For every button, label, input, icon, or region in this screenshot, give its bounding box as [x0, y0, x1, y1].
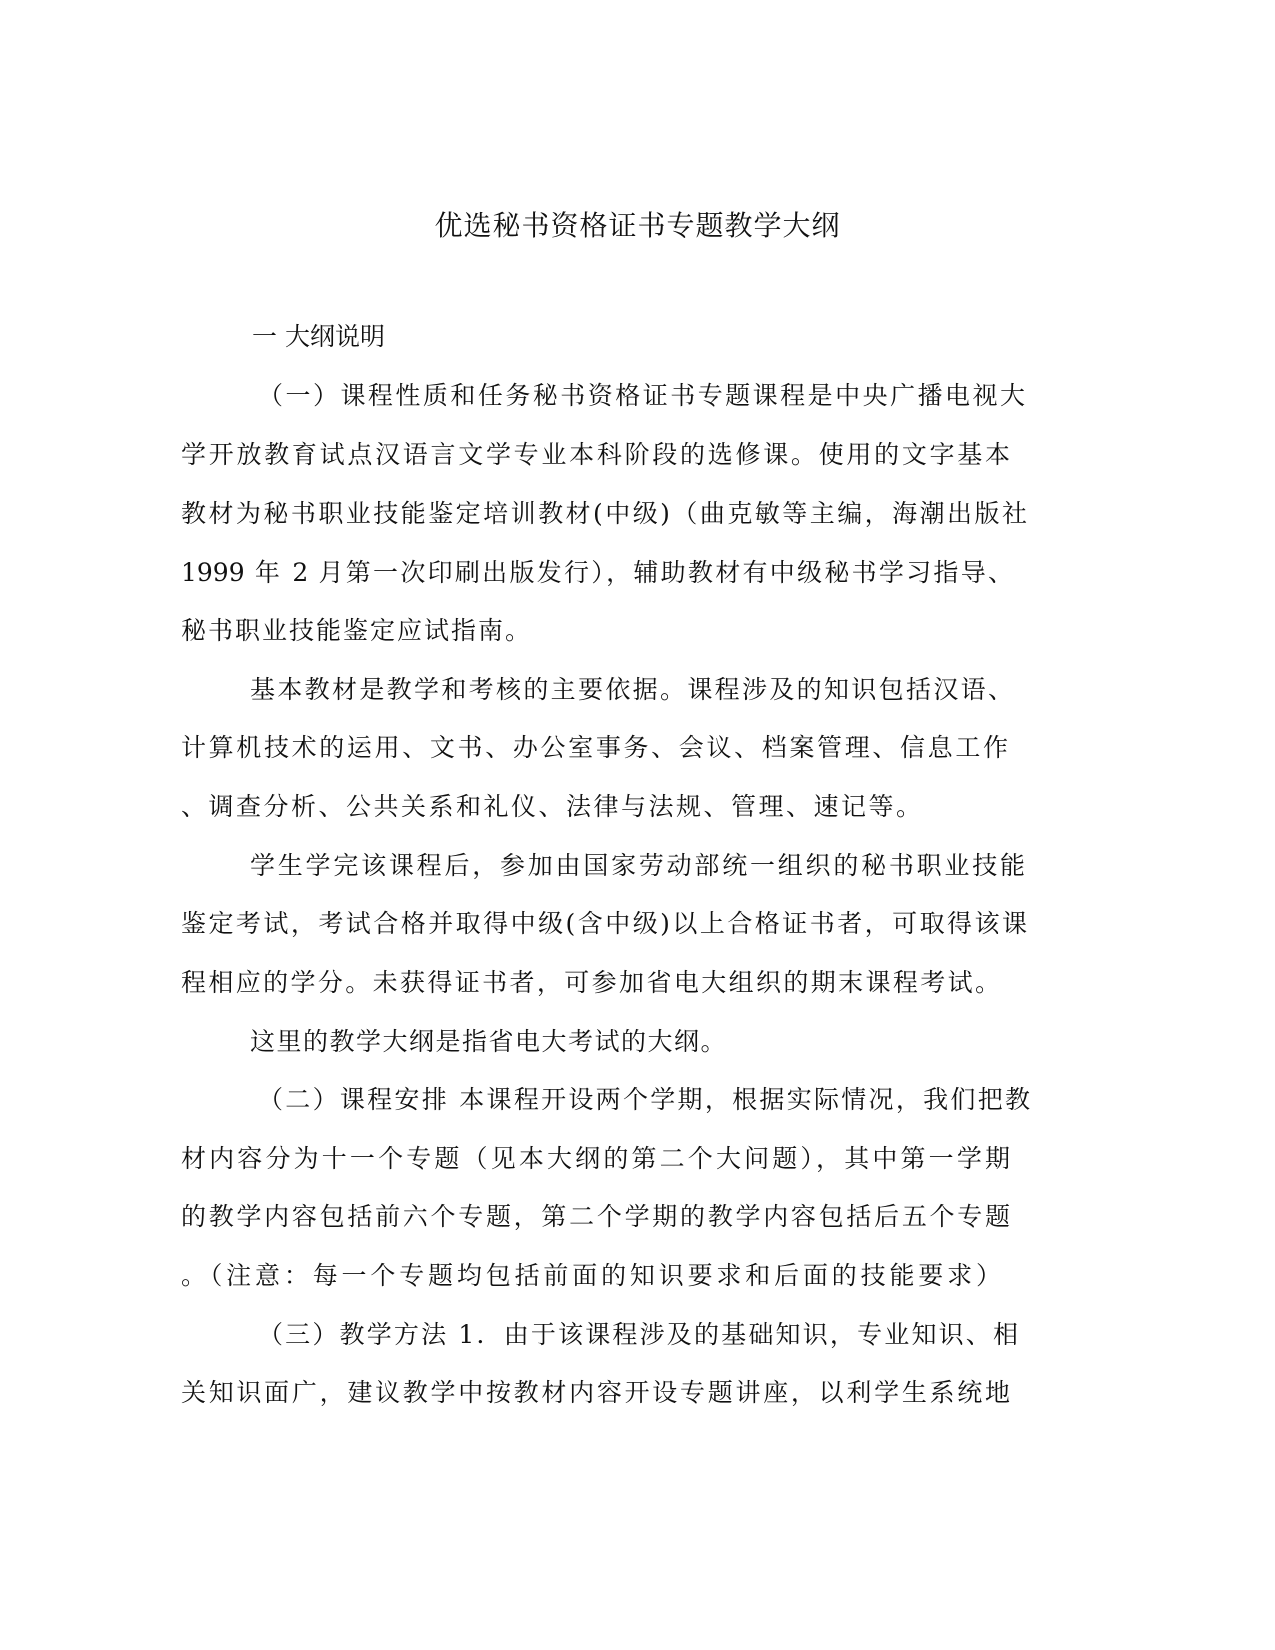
- paragraph-line: 鉴定考试，考试合格并取得中级(含中级)以上合格证书者，可取得该课: [181, 909, 1027, 938]
- paragraph-line: 教材为秘书职业技能鉴定培训教材(中级)（曲克敏等主编，海潮出版社: [181, 499, 1027, 528]
- paragraph-line: 关知识面广，建议教学中按教材内容开设专题讲座，以利学生系统地: [181, 1378, 1010, 1407]
- paragraph-line: 程相应的学分。未获得证书者，可参加省电大组织的期末课程考试。: [181, 968, 1000, 997]
- paragraph-line: （二）课程安排 本课程开设两个学期，根据实际情况，我们把教: [258, 1085, 1030, 1114]
- paragraph-line: 。（注意：每一个专题均包括前面的知识要求和后面的技能要求）: [181, 1261, 1001, 1290]
- paragraph-line: 这里的教学大纲是指省电大考试的大纲。: [250, 1027, 728, 1056]
- paragraph-line: 材内容分为十一个专题（见本大纲的第二个大问题），其中第一学期: [181, 1144, 1010, 1173]
- paragraph-line: 基本教材是教学和考核的主要依据。课程涉及的知识包括汉语、: [250, 675, 1013, 704]
- paragraph-line: 1999 年 2 月第一次印刷出版发行），辅助教材有中级秘书学习指导、: [181, 558, 1013, 587]
- paragraph-line: 的教学内容包括前六个专题，第二个学期的教学内容包括后五个专题: [181, 1202, 1010, 1231]
- paragraph-line: 计算机技术的运用、文书、办公室事务、会议、档案管理、信息工作: [181, 733, 1008, 762]
- paragraph-line: （三）教学方法 1．由于该课程涉及的基础知识，专业知识、相: [258, 1320, 1018, 1349]
- paragraph-line: （一）课程性质和任务秘书资格证书专题课程是中央广播电视大: [258, 381, 1025, 410]
- paragraph-line: 秘书职业技能鉴定应试指南。: [181, 616, 533, 645]
- document-title: 优选秘书资格证书专题教学大纲: [434, 209, 841, 242]
- paragraph-line: 学生学完该课程后，参加由国家劳动部统一组织的秘书职业技能: [250, 851, 1025, 880]
- section-heading: 一 大纲说明: [252, 322, 385, 351]
- paragraph-line: 、调查分析、公共关系和礼仪、法律与法规、管理、速记等。: [181, 792, 924, 821]
- paragraph-line: 学开放教育试点汉语言文学专业本科阶段的选修课。使用的文字基本: [181, 440, 1010, 469]
